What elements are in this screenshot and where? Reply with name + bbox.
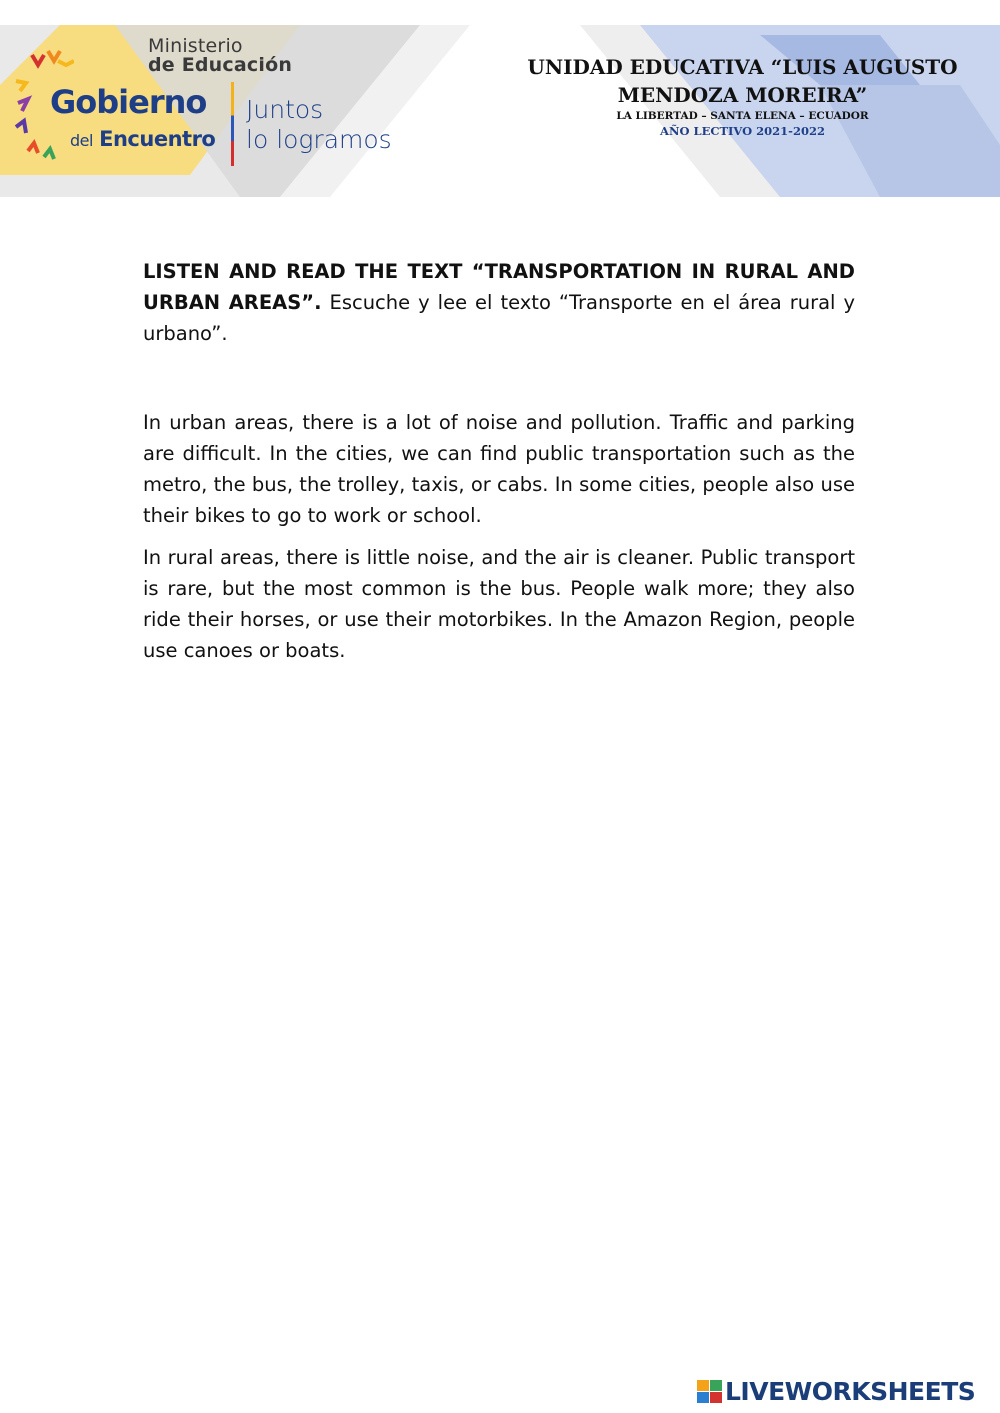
header-banner: [0, 25, 1000, 197]
liveworksheets-wordmark: LIVEWORKSHEETS: [725, 1377, 976, 1406]
gobierno-wordmark: Gobierno: [50, 83, 207, 121]
slogan-line-2: lo logramos: [246, 125, 392, 154]
ministry-name: [148, 37, 292, 75]
instruction-translation: Escuche y lee el texto “Transporte en el área rural y urbano”.: [143, 291, 855, 345]
logo-divider: [231, 82, 234, 166]
encuentro-word: Encuentro: [99, 127, 216, 151]
liveworksheets-icon: [697, 1380, 723, 1404]
school-heading: [500, 53, 985, 139]
paragraph-rural: In rural areas, there is little noise, and the air is cleaner. Public transport is rare, but the most common is the bus. People walk more; they also ride their horses, or use their motorbikes. In the Amazon Region, people use canoes or boats.: [143, 546, 855, 662]
ministry-logo: [0, 25, 420, 197]
encuentro-wordmark: [70, 127, 215, 153]
paragraph-urban: In urban areas, there is a lot of noise and pollution. Traffic and parking are difficult. In the cities, we can find public transportation such as the metro, the bus, the trolley, taxis, or cabs. In some cities, people also use their bikes to go to work or school.: [143, 411, 855, 527]
worksheet-content: [143, 256, 855, 666]
liveworksheets-logo[interactable]: [697, 1376, 975, 1408]
instruction-bold: LISTEN AND READ THE TEXT “TRANSPORTATION IN RURAL AND URBAN AREAS”.: [143, 260, 855, 314]
school-name-line-2: MENDOZA MOREIRA”: [617, 83, 868, 107]
ministry-line-1: Ministerio: [148, 35, 243, 57]
school-name-line-1: UNIDAD EDUCATIVA “LUIS AUGUSTO: [527, 55, 958, 79]
slogan-line-1: Juntos: [246, 95, 324, 124]
encuentro-prefix: del: [70, 131, 93, 150]
school-year: AÑO LECTIVO 2021-2022: [660, 124, 825, 138]
ministry-line-2: de Educación: [148, 54, 293, 76]
slogan: [246, 95, 392, 155]
school-location: LA LIBERTAD – SANTA ELENA – ECUADOR: [616, 110, 869, 122]
instruction: [143, 256, 855, 349]
